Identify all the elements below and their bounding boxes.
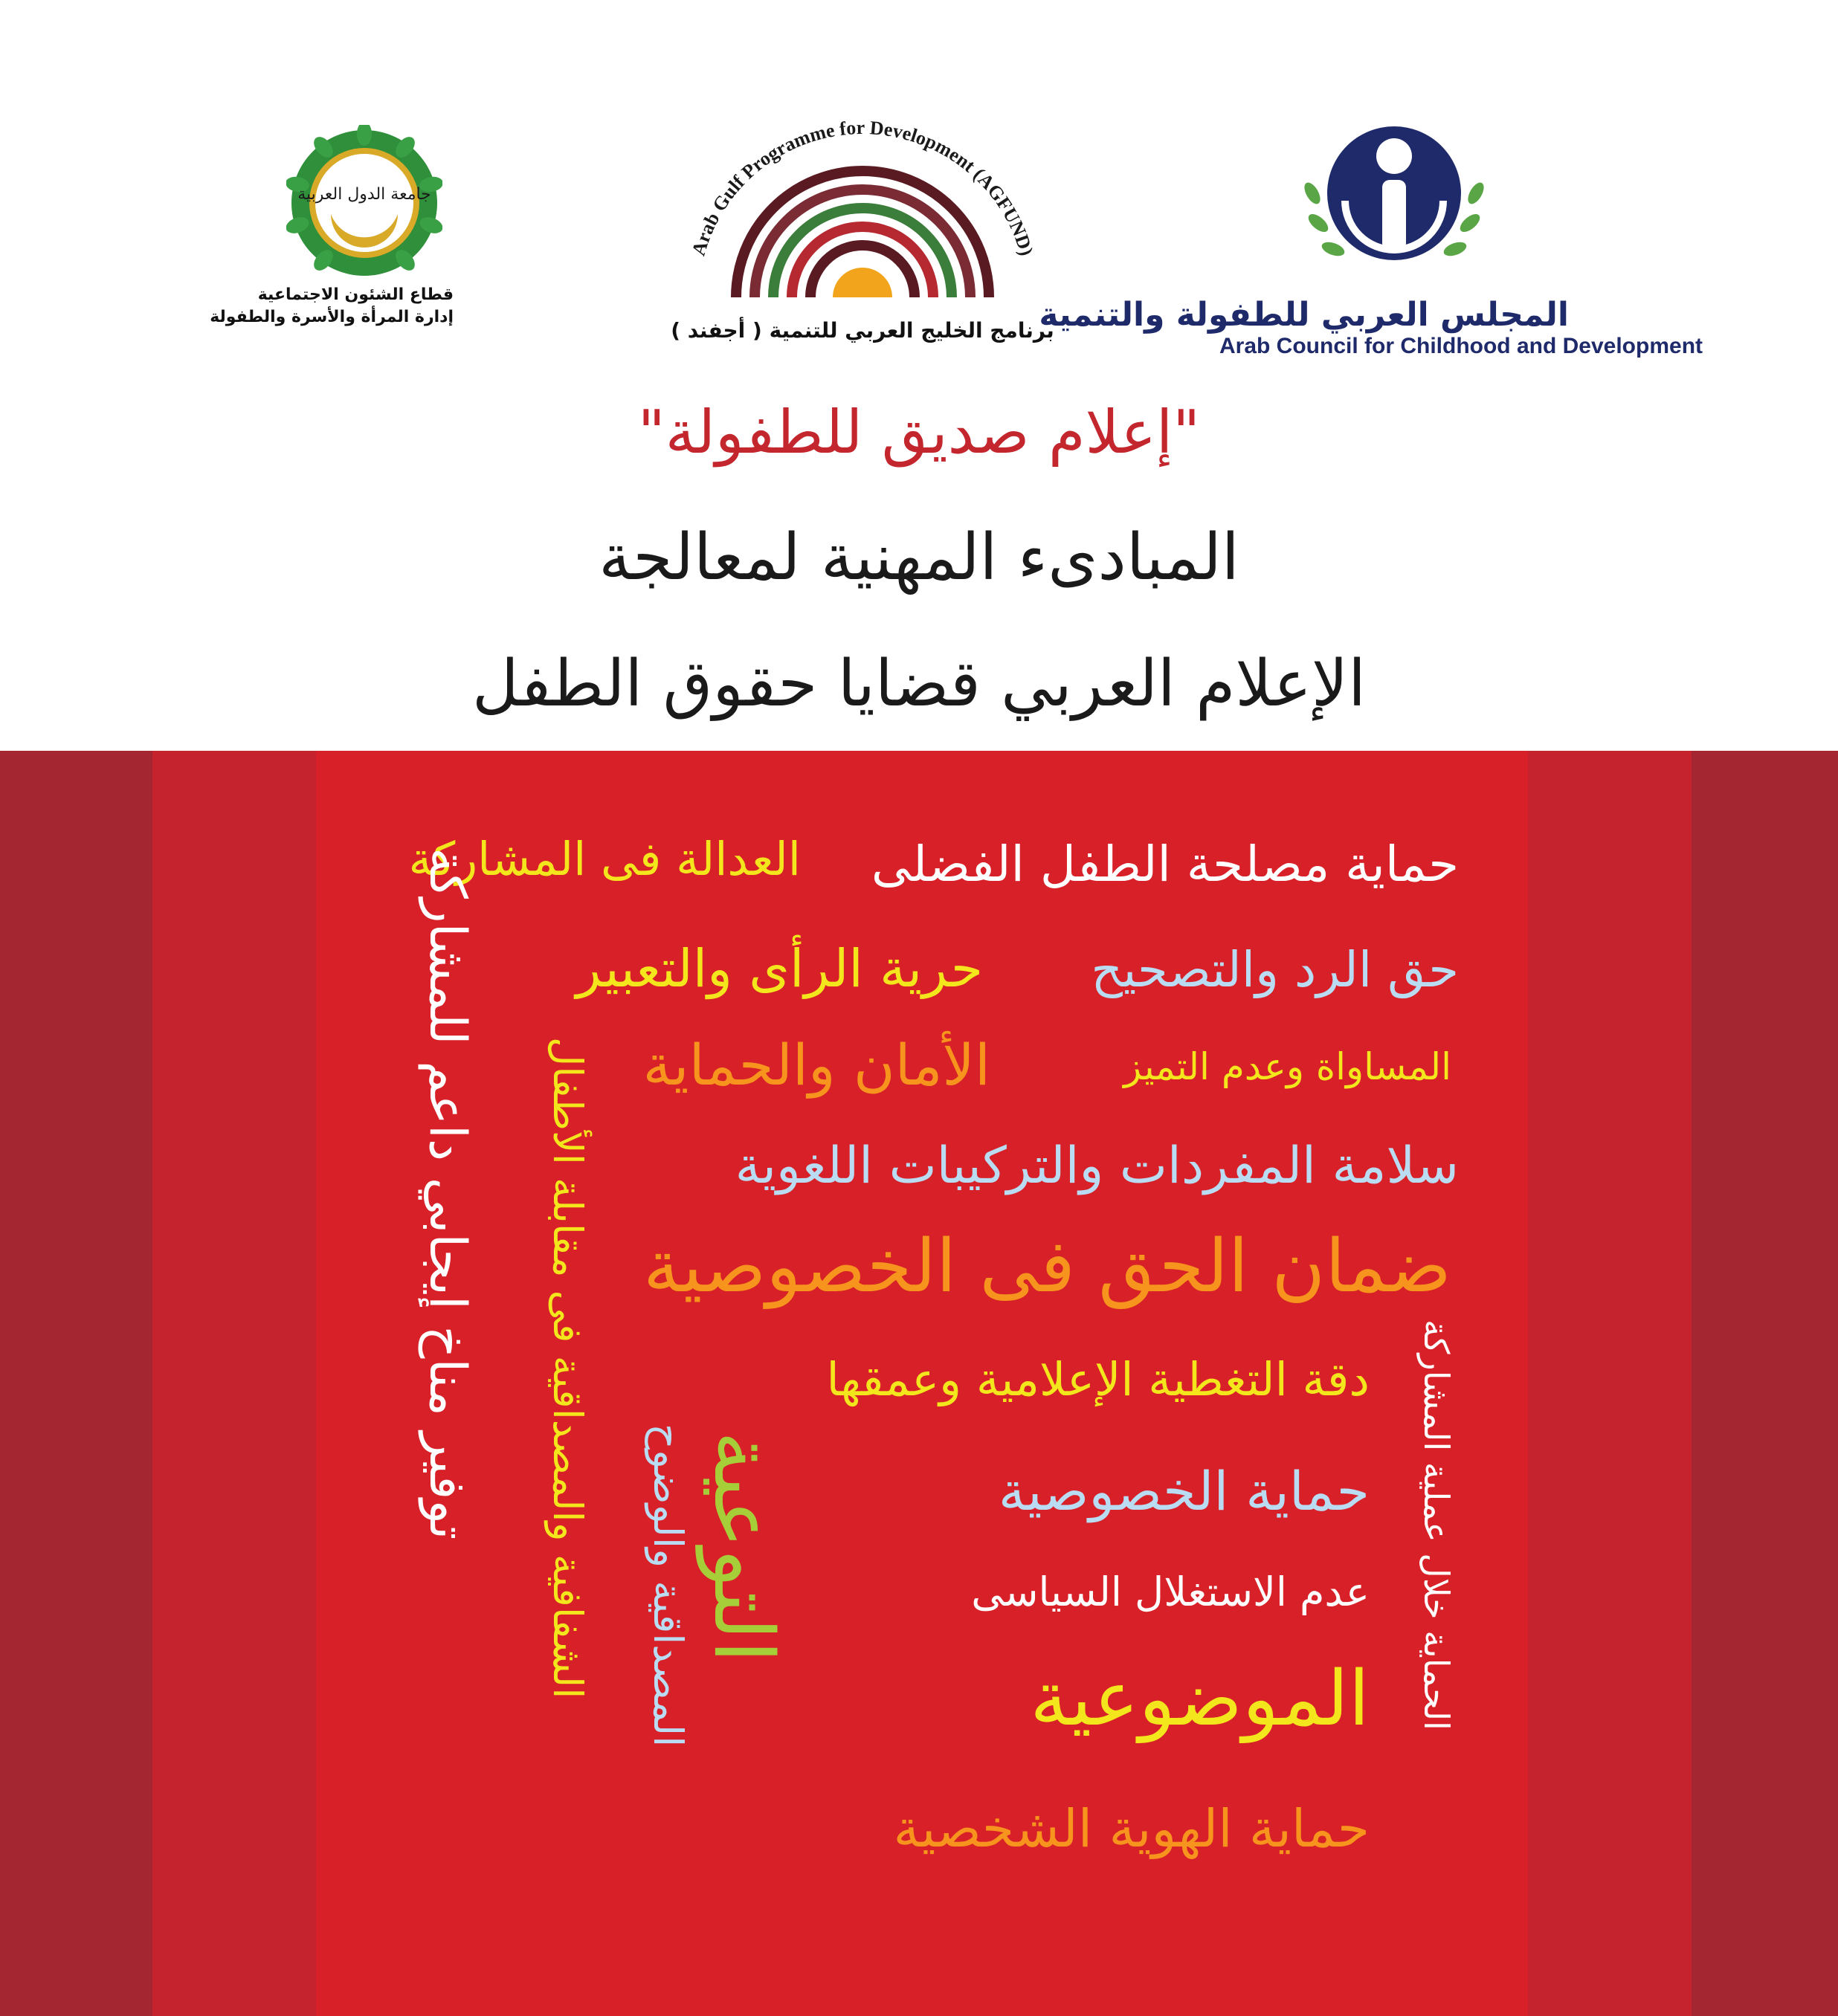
phrase-no-political-exploitation: عدم الاستغلال السياسى <box>971 1568 1370 1615</box>
phrase-privacy-right: ضمان الحق فى الخصوصية <box>642 1224 1451 1309</box>
phrase-coverage-accuracy: دقة التغطية الإعلامية وعمقها <box>826 1352 1370 1406</box>
agfund-logo <box>654 112 1071 343</box>
agfund-arc-text: Arab Gulf Programme for Development (AGFUND) <box>687 117 1038 259</box>
accd-caption-ar: المجلس العربي للطفولة والتنمية <box>1039 296 1569 334</box>
title-arab-media-child-rights: الإعلام العربي قضايا حقوق الطفل <box>472 647 1366 721</box>
league-caption-line2: إدارة المرأة والأسرة والطفولة <box>210 308 454 326</box>
phrase-best-interest: حماية مصلحة الطفل الفضلى <box>871 836 1459 893</box>
panel-band-outer-right <box>1692 751 1838 2016</box>
league-seal-text: جامعة الدول العربية <box>297 185 431 204</box>
vertical-positive-climate: توفير مناخ إيجابي داعم للمشاركة <box>418 847 477 1540</box>
accd-logo <box>1039 112 1703 359</box>
phrase-identity-protection: حماية الهوية الشخصية <box>893 1798 1370 1859</box>
vertical-credibility: المصداقية والوضوح <box>645 1424 691 1748</box>
phrase-right-of-reply: حق الرد والتصحيح <box>1091 941 1459 998</box>
accd-emblem-icon <box>1297 112 1491 290</box>
title-friendly-media: "إعلام صديق للطفولة" <box>637 398 1201 467</box>
phrase-objectivity: الموضوعية <box>1030 1655 1370 1743</box>
vertical-protection-during-participation: الحماية خلال عملية المشاركة <box>1416 1319 1457 1731</box>
phrase-language-integrity: سلامة المفردات والتركيبات اللغوية <box>735 1137 1459 1195</box>
panel-band-outer-left <box>0 751 152 2016</box>
panel-band-mid-left <box>152 751 316 2016</box>
agfund-caption: برنامج الخليج العربي للتنمية ( أجفند ) <box>671 318 1054 343</box>
phrase-safety-protection: الأمان والحماية <box>642 1032 990 1098</box>
agfund-emblem-icon <box>669 112 1056 320</box>
panel-band-mid-right <box>1528 751 1692 2016</box>
vertical-transparency: الشفافية والمصداقية فى مقابلة الأطفال <box>544 1037 591 1699</box>
phrase-equality: المساواة وعدم التميز <box>1123 1045 1451 1088</box>
phrase-protect-privacy: حماية الخصوصية <box>998 1460 1370 1522</box>
phrase-justice-participation: العدالة فى المشاركة <box>408 832 801 886</box>
accd-caption-en: Arab Council for Childhood and Development <box>1219 334 1703 358</box>
league-caption-line1: قطاع الشئون الاجتماعية <box>257 285 454 304</box>
arab-league-logo <box>210 125 454 329</box>
word-cloud-panel <box>0 751 1838 2016</box>
title-principles: المبادىء المهنية لمعالجة <box>599 520 1239 595</box>
arab-league-emblem-icon <box>286 125 442 281</box>
vertical-awareness: التوعية <box>696 1431 791 1663</box>
phrase-freedom-of-expression: حرية الرأى والتعبير <box>575 938 983 999</box>
